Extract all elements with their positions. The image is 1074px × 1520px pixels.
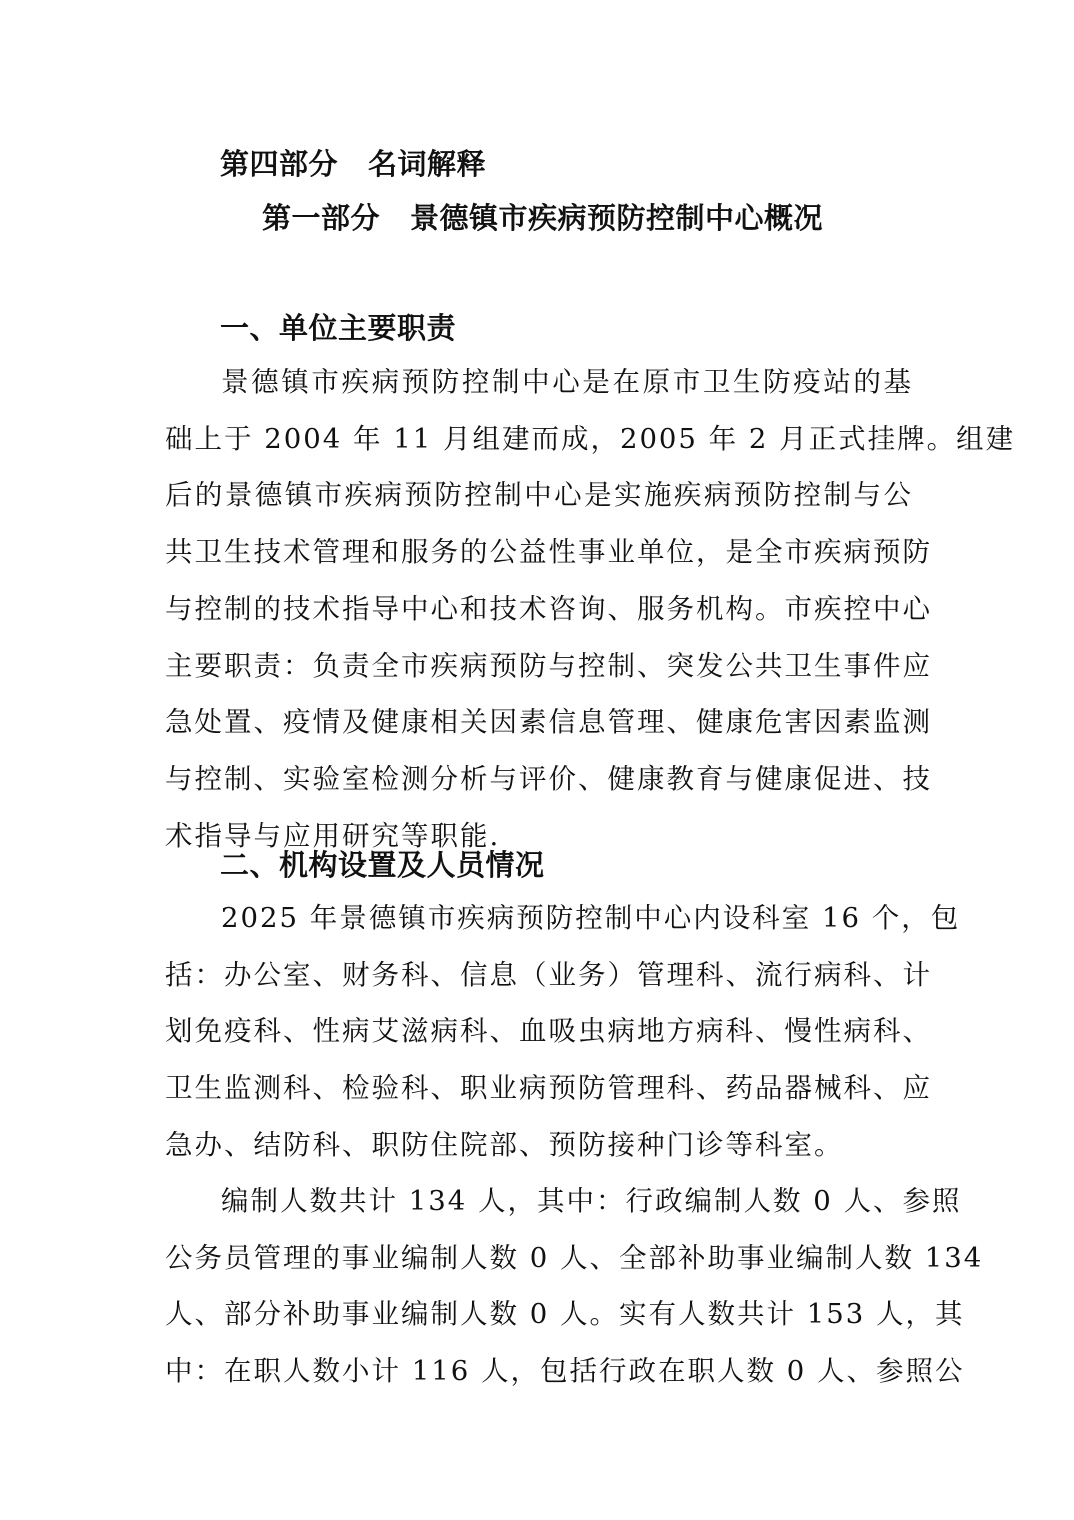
paragraph-line: 括：办公室、财务科、信息（业务）管理科、流行病科、计	[165, 958, 932, 991]
section2-paragraph-1	[165, 890, 961, 1174]
paragraph-line: 公务员管理的事业编制人数 0 人、全部补助事业编制人数 134	[165, 1241, 984, 1274]
section1-heading: 一、单位主要职责	[220, 311, 457, 345]
part-title-label: 第一部分	[262, 201, 381, 235]
part-title-heading	[262, 198, 823, 238]
section2-paragraph-2	[165, 1173, 984, 1400]
paragraph-line: 主要职责：负责全市疾病预防与控制、突发公共卫生事件应	[165, 649, 932, 682]
paragraph-line: 础上于 2004 年 11 月组建而成，2005 年 2 月正式挂牌。组建	[165, 422, 1016, 455]
paragraph-line: 景德镇市疾病预防控制中心是在原市卫生防疫站的基	[221, 366, 913, 398]
paragraph-line: 与控制、实验室检测分析与评价、健康教育与健康促进、技	[165, 762, 932, 795]
paragraph-line: 与控制的技术指导中心和技术咨询、服务机构。市疾控中心	[165, 592, 932, 625]
part-title-text: 景德镇市疾病预防控制中心概况	[410, 201, 824, 235]
toc-entry-part: 第四部分	[220, 147, 339, 181]
section2-heading: 二、机构设置及人员情况	[220, 848, 545, 882]
paragraph-line: 共卫生技术管理和服务的公益性事业单位，是全市疾病预防	[165, 536, 932, 569]
paragraph-line: 2025 年景德镇市疾病预防控制中心内设科室 16 个，包	[221, 902, 961, 934]
paragraph-line: 划免疫科、性病艾滋病科、血吸虫病地方病科、慢性病科、	[165, 1015, 932, 1048]
paragraph-line: 急处置、疫情及健康相关因素信息管理、健康危害因素监测	[165, 706, 932, 739]
section1-paragraph	[165, 354, 1016, 864]
paragraph-line: 后的景德镇市疾病预防控制中心是实施疾病预防控制与公	[165, 479, 913, 512]
toc-entry-heading	[220, 144, 486, 184]
paragraph-line: 术指导与应用研究等职能.	[165, 819, 501, 852]
paragraph-line: 急办、结防科、职防住院部、预防接种门诊等科室。	[165, 1128, 844, 1161]
paragraph-line: 中：在职人数小计 116 人，包括行政在职人数 0 人、参照公	[165, 1355, 965, 1388]
paragraph-line: 卫生监测科、检验科、职业病预防管理科、药品器械科、应	[165, 1072, 932, 1105]
paragraph-line: 人、部分补助事业编制人数 0 人。实有人数共计 153 人，其	[165, 1298, 965, 1331]
toc-entry-title: 名词解释	[368, 147, 487, 181]
paragraph-line: 编制人数共计 134 人，其中：行政编制人数 0 人、参照	[221, 1185, 962, 1217]
